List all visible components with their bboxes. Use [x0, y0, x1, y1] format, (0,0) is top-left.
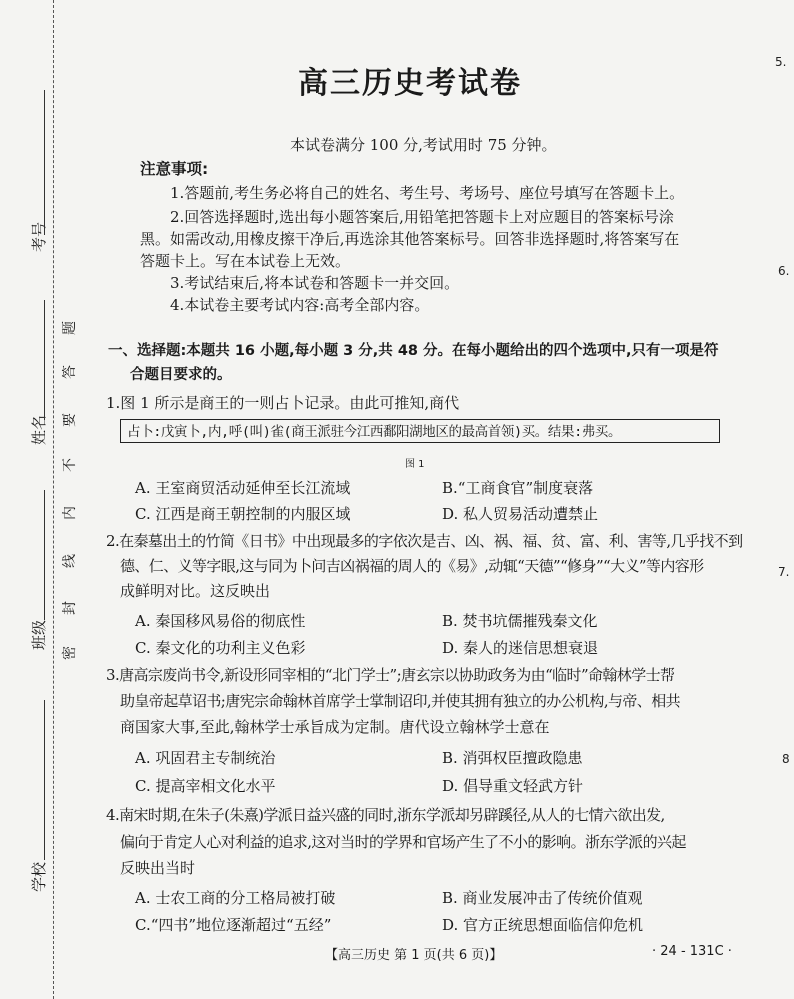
- page-footer: 【高三历史 第 1 页(共 6 页)】: [325, 948, 503, 963]
- question-stem: 助皇帝起草诏书;唐宪宗命翰林首席学士掌制诏印,并使其拥有独立的办公机构,与帝、相共: [120, 692, 680, 710]
- question-stem: 偏向于肯定人心对利益的追求,这对当时的学界和官场产生了不小的影响。浙东学派的兴起: [120, 833, 686, 851]
- binding-line: [53, 0, 54, 999]
- notice-line: 2.回答选择题时,选出每小题答案后,用铅笔把答题卡上对应题目的答案标号涂: [170, 208, 674, 226]
- name-label: 姓名: [30, 414, 48, 445]
- question-stem: 2.在秦墓出土的竹简《日书》中出现最多的字依次是吉、凶、祸、福、贫、富、利、害等,几乎找不到: [106, 532, 743, 550]
- question-stem: 1.图 1 所示是商王的一则占卜记录。由此可推知,商代: [106, 394, 460, 412]
- option-c[interactable]: C. 提高宰相文化水平: [135, 777, 276, 795]
- page-title: 高三历史考试卷: [298, 66, 522, 101]
- question-stem: 成鲜明对比。这反映出: [120, 582, 271, 600]
- class-label: 班级: [30, 619, 48, 650]
- question-stem: 反映出当时: [120, 859, 196, 877]
- seal-char: 封: [62, 601, 78, 615]
- adjacent-question-number: 5.: [775, 55, 787, 69]
- adjacent-question-number: 8: [782, 752, 790, 766]
- question-stem: 4.南宋时期,在朱子(朱熹)学派日益兴盛的同时,浙东学派却另辟蹊径,从人的七情六欲出发,: [106, 806, 665, 824]
- question-stem: 德、仁、义等字眼,这与同为卜问吉凶祸福的周人的《易》,动辄“天德”“修身”“大义”等内容形: [120, 557, 704, 575]
- option-c[interactable]: C.“四书”地位逐渐超过“五经”: [135, 916, 332, 934]
- school-label: 学校: [30, 861, 48, 892]
- option-a[interactable]: A. 王室商贸活动延伸至长江流域: [135, 479, 351, 497]
- option-d[interactable]: D. 秦人的迷信思想衰退: [442, 639, 599, 657]
- name-field[interactable]: [44, 300, 45, 420]
- notice-line: 3.考试结束后,将本试卷和答题卡一并交回。: [170, 274, 460, 292]
- exam-no-label: 考号: [30, 221, 48, 252]
- seal-char: 要: [62, 413, 78, 427]
- option-a[interactable]: A. 士农工商的分工格局被打破: [135, 889, 336, 907]
- notice-line: 黑。如需改动,用橡皮擦干净后,再选涂其他答案标号。回答非选择题时,将答案写在: [140, 230, 680, 248]
- option-d[interactable]: D. 私人贸易活动遭禁止: [442, 505, 599, 523]
- exam-code: · 24 - 131C ·: [652, 944, 732, 959]
- question-stem: 3.唐高宗废尚书令,新设形同宰相的“北门学士”;唐玄宗以协助政务为由“临时”命翰林学士帮: [106, 666, 675, 684]
- option-b[interactable]: B. 消弭权臣擅政隐患: [442, 749, 583, 767]
- figure-caption: 图 1: [405, 459, 425, 470]
- seal-char: 线: [62, 554, 78, 568]
- option-b[interactable]: B. 商业发展冲击了传统价值观: [442, 889, 643, 907]
- seal-char: 答: [62, 365, 78, 379]
- adjacent-question-number: 6.: [778, 264, 790, 278]
- question-stem: 商国家大事,至此,翰林学士承旨成为定制。唐代设立翰林学士意在: [120, 718, 550, 736]
- notice-line: 答题卡上。写在本试卷上无效。: [140, 252, 351, 270]
- adjacent-question-number: 7.: [778, 565, 790, 579]
- option-c[interactable]: C. 秦文化的功利主义色彩: [135, 639, 306, 657]
- option-a[interactable]: A. 巩固君主专制统治: [135, 749, 276, 767]
- seal-char: 密: [62, 646, 78, 660]
- notice-line: 4.本试卷主要考试内容:高考全部内容。: [170, 296, 430, 314]
- school-field[interactable]: [44, 700, 45, 860]
- seal-char: 内: [62, 506, 78, 520]
- class-field[interactable]: [44, 490, 45, 620]
- option-d[interactable]: D. 倡导重文轻武方针: [442, 777, 584, 795]
- seal-char: 不: [62, 458, 78, 472]
- exam-info: 本试卷满分 100 分,考试用时 75 分钟。: [290, 136, 557, 154]
- option-b[interactable]: B.“工商食官”制度衰落: [442, 479, 594, 497]
- divination-record-box: 占卜:戊寅卜,内,呼(叫)雀(商王派驻今江西鄱阳湖地区的最高首领)买。结果:弗买。: [120, 419, 720, 443]
- option-d[interactable]: D. 官方正统思想面临信仰危机: [442, 916, 644, 934]
- exam-no-field[interactable]: [44, 90, 45, 235]
- notice-line: 1.答题前,考生务必将自己的姓名、考生号、考场号、座位号填写在答题卡上。: [170, 184, 685, 202]
- section-heading: 一、选择题:本题共 16 小题,每小题 3 分,共 48 分。在每小题给出的四个选项中,只有一项是符: [108, 343, 719, 359]
- option-a[interactable]: A. 秦国移风易俗的彻底性: [135, 612, 306, 630]
- notice-heading: 注意事项:: [140, 160, 209, 178]
- option-b[interactable]: B. 焚书坑儒摧残秦文化: [442, 612, 598, 630]
- option-c[interactable]: C. 江西是商王朝控制的内服区域: [135, 505, 351, 523]
- seal-char: 题: [62, 321, 78, 335]
- section-heading: 合题目要求的。: [130, 367, 232, 383]
